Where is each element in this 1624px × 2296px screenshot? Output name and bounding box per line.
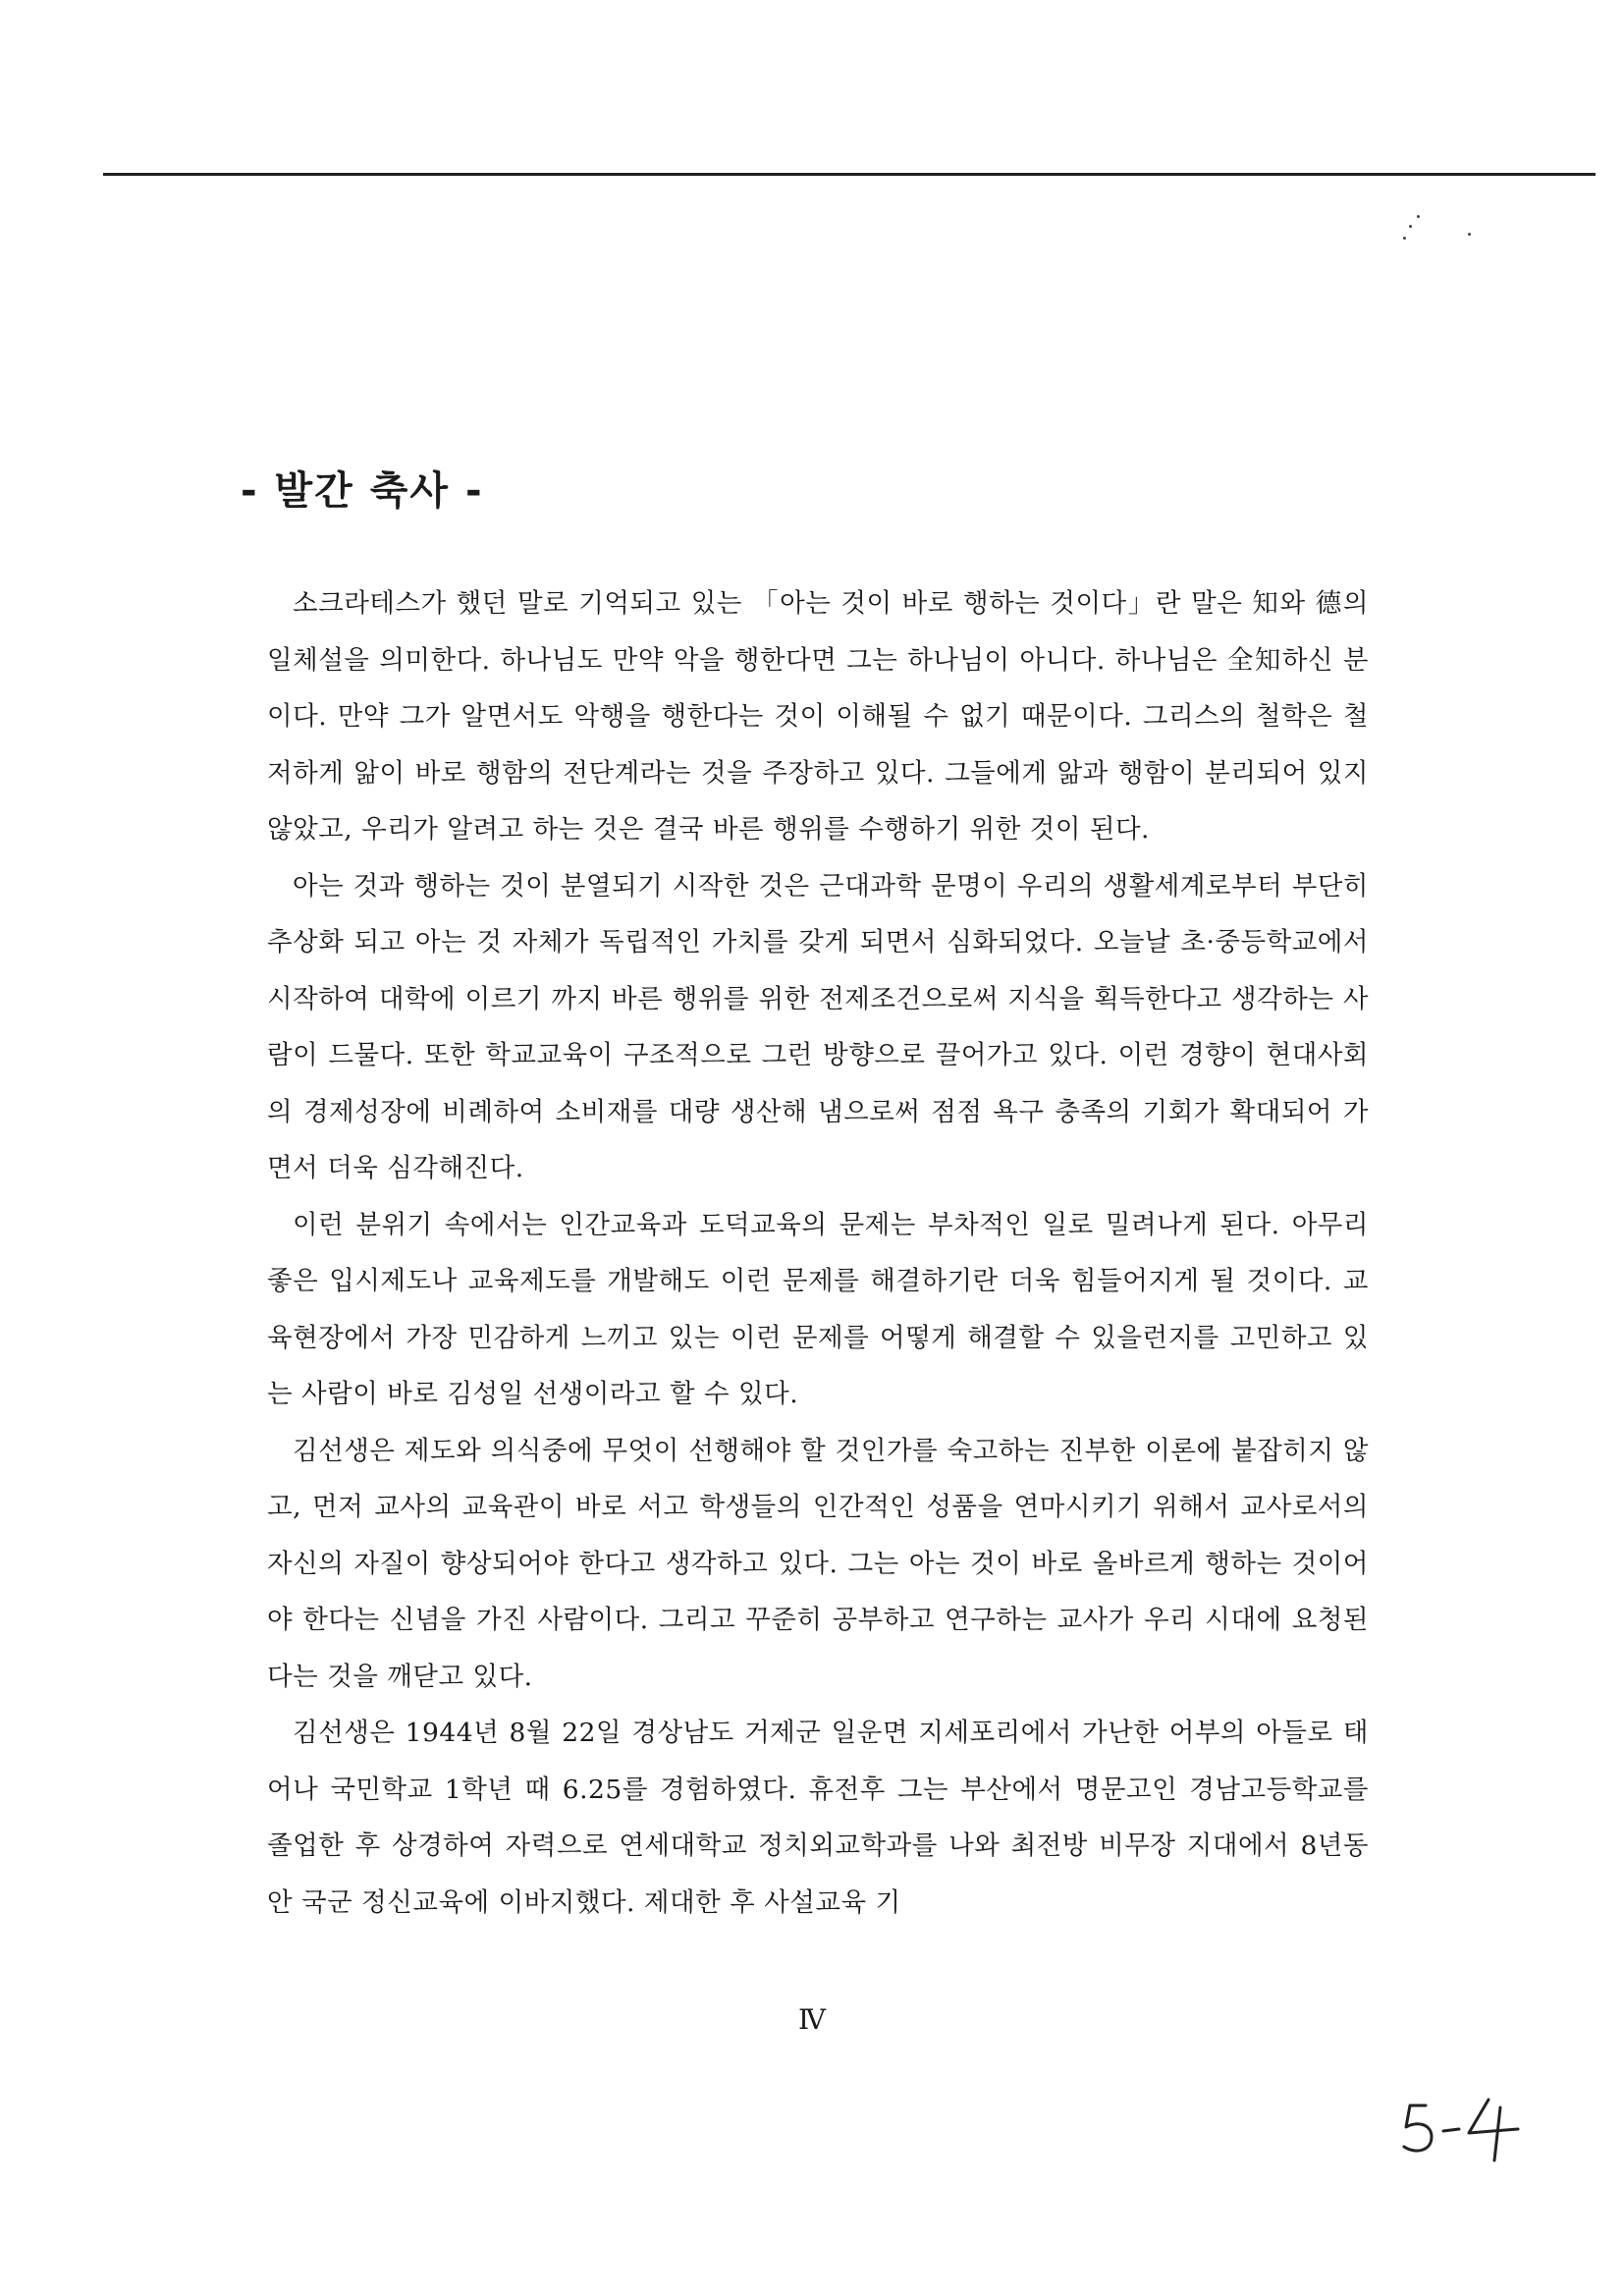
document-body bbox=[267, 575, 1369, 1931]
page-heading: - 발간 축사 - bbox=[241, 468, 484, 514]
page-number: Ⅳ bbox=[798, 2003, 826, 2036]
paragraph-4: 김선생은 제도와 의식중에 무엇이 선행해야 할 것인가를 숙고하는 진부한 이론에 붙잡히지 않고, 먼저 교사의 교육관이 바로 서고 학생들의 인간적인 성품을 연마시키기 위해서 교사로서의 자신의 자질이 향상되어야 한다고 생각하고 있다. 그는 아는 것이 바로 올바르게 행하는 것이어야 한다는 신념을 가진 사람이다. 그리고 꾸준히 공부하고 연구하는 교사가 우리 시대에 요청된다는 것을 깨닫고 있다. bbox=[267, 1435, 1369, 1692]
handwritten-page-mark bbox=[1394, 2092, 1542, 2165]
paragraph-2: 아는 것과 행하는 것이 분열되기 시작한 것은 근대과학 문명이 우리의 생활세계로부터 부단히 추상화 되고 아는 것 자체가 독립적인 가치를 갖게 되면서 심화되었다. 오늘날 초·중등학교에서 시작하여 대학에 이르기 까지 바른 행위를 위한 전제조건으로써 지식을 획득한다고 생각하는 사람이 드물다. 또한 학교교육이 구조적으로 그런 방향으로 끌어가고 있다. 이런 경향이 현대사회의 경제성장에 비례하여 소비재를 대량 생산해 냄으로써 점점 욕구 충족의 기회가 확대되어 가면서 더욱 심각해진다. bbox=[267, 870, 1369, 1183]
paragraph-3: 이런 분위기 속에서는 인간교육과 도덕교육의 문제는 부차적인 일로 밀려나게 된다. 아무리 좋은 입시제도나 교육제도를 개발해도 이런 문제를 해결하기란 더욱 힘들어지게 될 것이다. 교육현장에서 가장 민감하게 느끼고 있는 이런 문제를 어떻게 해결할 수 있을런지를 고민하고 있는 사람이 바로 김성일 선생이라고 할 수 있다. bbox=[267, 1209, 1369, 1409]
scan-speck-artifacts bbox=[1370, 211, 1488, 250]
paragraph-5: 김선생은 1944년 8월 22일 경상남도 거제군 일운면 지세포리에서 가난한 어부의 아들로 태어나 국민학교 1학년 때 6.25를 경험하였다. 휴전후 그는 부산에서 명문고인 경남고등학교를 졸업한 후 상경하여 자력으로 연세대학교 정치외교학과를 나와 최전방 비무장 지대에서 8년동안 국군 정신교육에 이바지했다. 제대한 후 사설교육 기 bbox=[267, 1718, 1369, 1918]
top-rule-divider bbox=[103, 173, 1596, 176]
paragraph-1: 소크라테스가 했던 말로 기억되고 있는 「아는 것이 바로 행하는 것이다」란 말은 知와 德의 일체설을 의미한다. 하나님도 만약 악을 행한다면 그는 하나님이 아니다. 하나님은 全知하신 분이다. 만약 그가 알면서도 악행을 행한다는 것이 이해될 수 없기 때문이다. 그리스의 철학은 철저하게 앎이 바로 행함의 전단계라는 것을 주장하고 있다. 그들에게 앎과 행함이 분리되어 있지 않았고, 우리가 알려고 하는 것은 결국 바른 행위를 수행하기 위한 것이 된다. bbox=[267, 588, 1369, 845]
